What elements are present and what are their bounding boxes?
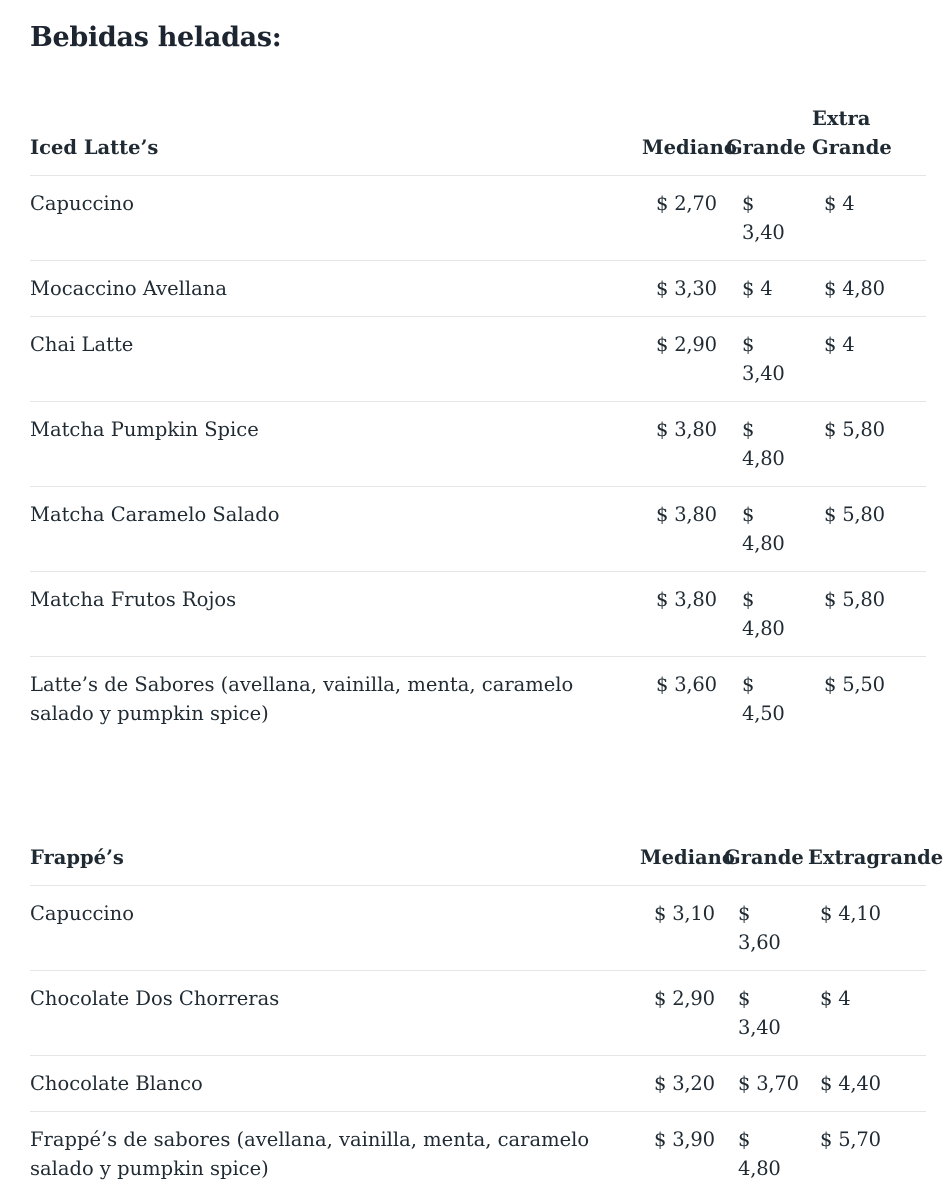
price-extragrande: $ 5,70 <box>806 1112 926 1197</box>
price-grande: $ 4,80 <box>726 487 810 572</box>
item-name: Matcha Frutos Rojos <box>30 572 642 657</box>
price-grande: $ 4,80 <box>724 1112 806 1197</box>
frappes-table <box>30 843 943 1196</box>
price-extra-grande: $ 5,50 <box>810 657 926 742</box>
item-name: Frappé’s de sabores (avellana, vainilla, menta, caramelo salado y pumpkin spice) <box>30 1112 640 1197</box>
column-header-mediano: Mediano <box>642 136 737 159</box>
price-mediano: $ 3,10 <box>640 886 724 971</box>
item-name: Chocolate Dos Chorreras <box>30 971 640 1056</box>
price-extra-grande: $ 5,80 <box>810 572 926 657</box>
column-header-mediano: Mediano <box>640 846 735 869</box>
item-name: Matcha Caramelo Salado <box>30 487 642 572</box>
table-header-row <box>30 843 926 886</box>
price-extra-grande: $ 5,80 <box>810 487 926 572</box>
page-title: Bebidas heladas: <box>30 22 282 54</box>
price-extra-grande: $ 4 <box>810 317 926 402</box>
item-name: Chocolate Blanco <box>30 1056 640 1112</box>
table-row <box>30 657 926 742</box>
table-row <box>30 1056 926 1112</box>
price-mediano: $ 3,60 <box>642 657 726 742</box>
column-header-extragrande: Extragrande <box>808 846 943 869</box>
price-grande: $ 3,40 <box>726 317 810 402</box>
price-extragrande: $ 4,10 <box>806 886 926 971</box>
item-name: Mocaccino Avellana <box>30 261 642 317</box>
item-name: Capuccino <box>30 176 642 261</box>
price-extra-grande: $ 4 <box>810 176 926 261</box>
column-header-grande: Grande <box>724 846 804 869</box>
table-row <box>30 261 926 317</box>
price-extra-grande: $ 4,80 <box>810 261 926 317</box>
table-row <box>30 317 926 402</box>
item-name: Capuccino <box>30 886 640 971</box>
price-mediano: $ 2,70 <box>642 176 726 261</box>
price-grande: $ 3,40 <box>726 176 810 261</box>
table-row <box>30 402 926 487</box>
column-header-grande: Grande <box>726 136 806 159</box>
price-extragrande: $ 4,40 <box>806 1056 926 1112</box>
price-mediano: $ 2,90 <box>640 971 724 1056</box>
price-grande: $ 4 <box>726 261 810 317</box>
price-grande: $ 4,80 <box>726 402 810 487</box>
price-mediano: $ 3,80 <box>642 487 726 572</box>
table-row <box>30 971 926 1056</box>
table-header-row <box>30 104 926 176</box>
price-grande: $ 4,50 <box>726 657 810 742</box>
price-mediano: $ 3,90 <box>640 1112 724 1197</box>
price-mediano: $ 3,20 <box>640 1056 724 1112</box>
table-row <box>30 1112 926 1197</box>
price-extragrande: $ 4 <box>806 971 926 1056</box>
price-extra-grande: $ 5,80 <box>810 402 926 487</box>
item-name: Chai Latte <box>30 317 642 402</box>
item-name: Latte’s de Sabores (avellana, vainilla, menta, caramelo salado y pumpkin spice) <box>30 657 642 742</box>
table-row <box>30 176 926 261</box>
price-mediano: $ 3,80 <box>642 402 726 487</box>
section-title: Frappé’s <box>30 846 124 869</box>
price-grande: $ 4,80 <box>726 572 810 657</box>
price-grande: $ 3,70 <box>724 1056 806 1112</box>
price-mediano: $ 3,30 <box>642 261 726 317</box>
price-mediano: $ 3,80 <box>642 572 726 657</box>
item-name: Matcha Pumpkin Spice <box>30 402 642 487</box>
column-header-extra-grande: Extra Grande <box>812 107 892 159</box>
section-title: Iced Latte’s <box>30 136 159 159</box>
iced-lattes-table <box>30 104 926 741</box>
table-row <box>30 487 926 572</box>
table-row <box>30 886 926 971</box>
table-row <box>30 572 926 657</box>
price-grande: $ 3,60 <box>724 886 806 971</box>
price-mediano: $ 2,90 <box>642 317 726 402</box>
price-grande: $ 3,40 <box>724 971 806 1056</box>
